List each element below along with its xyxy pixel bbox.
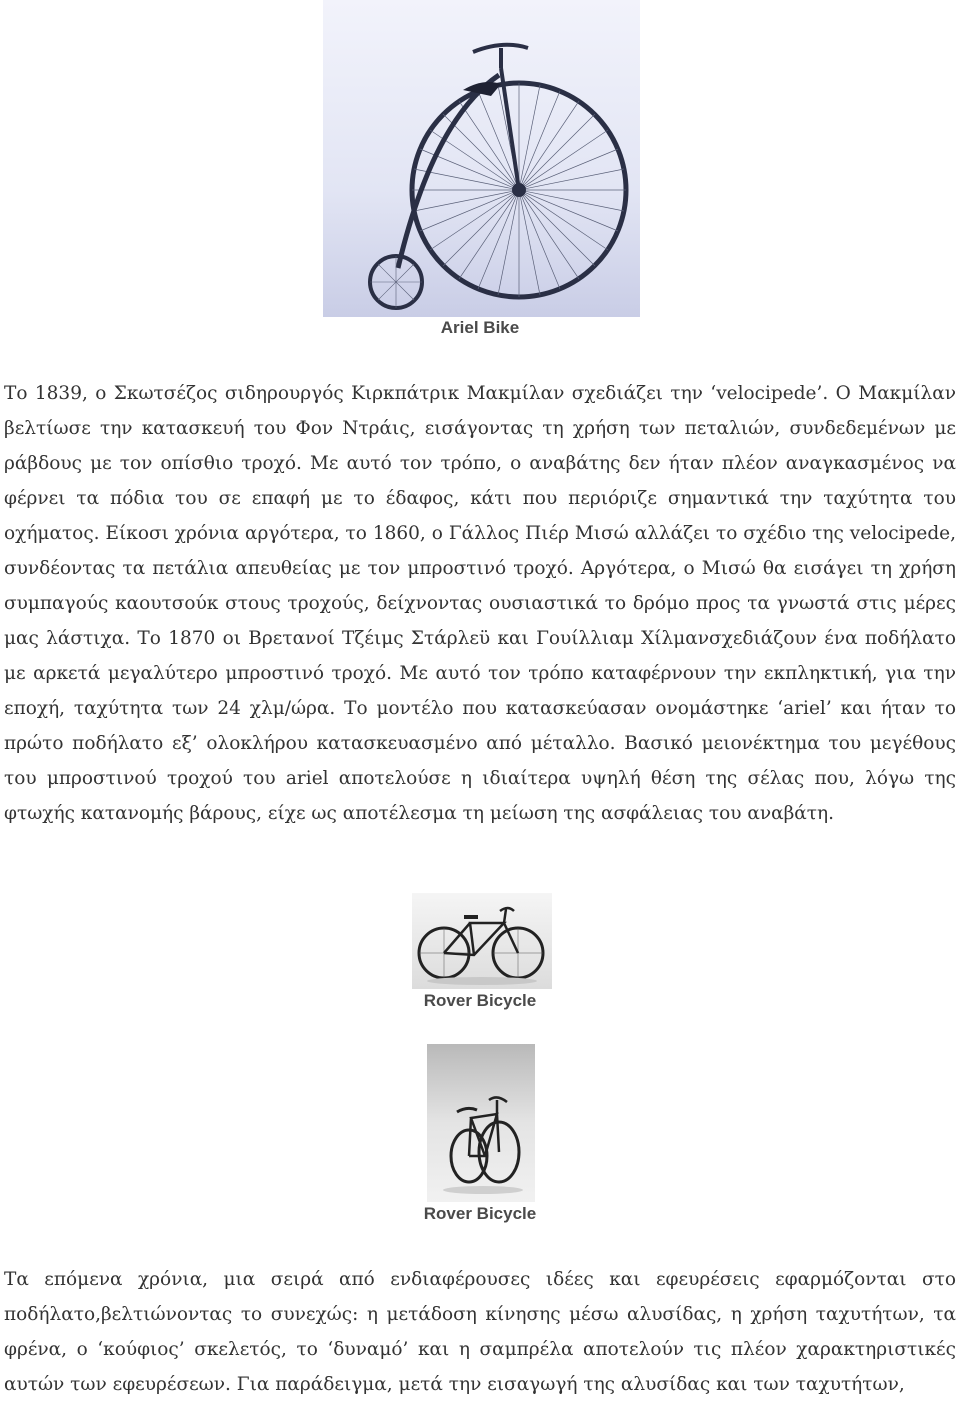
rover-bicycle-image (412, 893, 552, 989)
body-paragraph: Τα επόμενα χρόνια, μια σειρά από ενδιαφέρουσες ιδέες και εφευρέσεις εφαρμόζονται στο ποδήλατο,βελτιώνοντας το συνεχώς: η μετάδοση κίνησης μέσω αλυσίδας, η χρήση ταχυτήτων, τα φρένα, ο ‘κούφιος’ σκελετός, το ‘δυναμό’ και η σαμπρέλα αποτελούν τις πλέον χαρακτηριστικές αυτών των εφευρέσεων. Για παράδειγμα, μετά την εισαγωγή της αλυσίδας και των ταχυτήτων, (4, 1269, 956, 1395)
rover-bicycle-image (427, 1044, 535, 1202)
penny-farthing-bicycle-icon (323, 0, 640, 317)
figure-caption: Rover Bicycle (423, 1204, 537, 1223)
safety-bicycle-icon (427, 1044, 535, 1202)
figure-caption: Rover Bicycle (423, 991, 537, 1010)
figure-caption: Ariel Bike (440, 318, 520, 337)
safety-bicycle-icon (412, 893, 552, 989)
body-paragraph: Το 1839, ο Σκωτσέζος σιδηρουργός Κιρκπάτρικ Μακμίλαν σχεδιάζει την ‘velocipede’. Ο Μακμίλαν βελτίωσε την κατασκευή του Φον Ντράις, εισάγοντας τη χρήση των πεταλιών, συνδεδεμένων με ράβδους με τον οπίσθιο τροχό. Με αυτό τον τρόπο, ο αναβάτης δεν ήταν πλέον αναγκασμένος να φέρνει τα πόδια του σε επαφή με το έδαφος, κάτι που περιόριζε σημαντικά την ταχύτητα του οχήματος. Είκοσι χρόνια αργότερα, το 1860, ο Γάλλος Πιέρ Μισώ αλλάζει το σχέδιο της velocipede, συνδέοντας τα πετάλια απευθείας με τον μπροστινό τροχό. Αργότερα, ο Μισώ θα εισάγει τη χρήση συμπαγούς καουτσούκ στους τροχούς, δείχνοντας ουσιαστικά το δρόμο προς τα γνωστά στις μέρες μας λάστιχα. Το 1870 οι Βρετανοί Τζέιμς Στάρλεϋ και Γουίλλιαμ Χίλμανσχεδιάζουν ένα ποδήλατο με αρκετά μεγαλύτερο μπροστινό τροχό. Με αυτό τον τρόπο καταφέρνουν την εκπληκτική, για την εποχή, ταχύτητα των 24 χλμ/ώρα. Το μοντέλο που κατασκεύασαν ονομάστηκε ‘ariel’ και ήταν το πρώτο ποδήλατο εξ’ ολοκλήρου κατασκευασμένο από μέταλλο. Βασικό μειονέκτημα του μεγέθους του μπροστινού τροχού του ariel αποτελούσε η ιδιαίτερα υψηλή θέση της σέλας που, λόγω της φτωχής κατανομής βάρους, είχε ως αποτέλεσμα τη μείωση της ασφάλειας του αναβάτη. (4, 383, 956, 824)
ariel-bike-image (323, 0, 640, 317)
